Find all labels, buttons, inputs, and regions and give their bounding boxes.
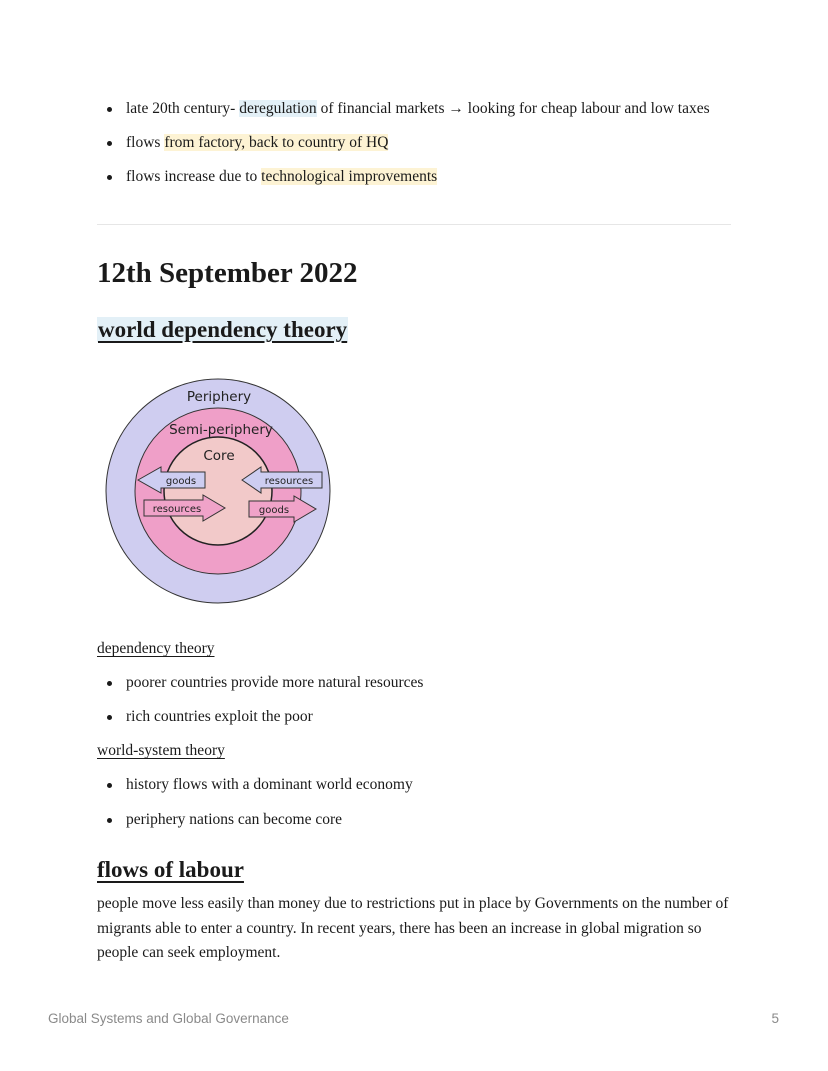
list-item: flows from factory, back to country of HQ [97, 131, 717, 155]
highlight-text: technological improvements [261, 168, 438, 185]
flows-of-labour-paragraph: people move less easily than money due to restrictions put in place by Governments on the number of migrants able to enter a country. In recent years, there has been an increase in global migration so people can seek employment. [97, 895, 729, 961]
list-item: history flows with a dominant world economy [97, 773, 717, 797]
periphery-label: Periphery [186, 389, 252, 405]
resources-label-left: resources [152, 504, 202, 515]
list-item: poorer countries provide more natural resources [97, 671, 717, 695]
footer-title: Global Systems and Global Governance [48, 1011, 289, 1026]
section-divider [97, 224, 731, 225]
page-number: 5 [771, 1011, 779, 1026]
top-bullet-list [97, 97, 717, 189]
world-systems-diagram [103, 377, 333, 607]
goods-label-right: goods [258, 505, 290, 516]
world-system-theory-label: world-system theory [97, 742, 225, 759]
highlight-deregulation: deregulation [239, 100, 317, 117]
resources-label-right: resources [264, 476, 314, 487]
dependency-theory-list [97, 671, 717, 729]
dependency-theory-label: dependency theory [97, 640, 215, 657]
semi-periphery-label: Semi-periphery [169, 422, 273, 438]
date-heading: 12th September 2022 [97, 257, 358, 289]
list-item: flows increase due to technological improvements [97, 165, 717, 189]
highlight-text: from factory, back to country of HQ [164, 134, 389, 151]
core-label: Core [203, 448, 235, 464]
list-item: periphery nations can become core [97, 808, 717, 832]
list-item: late 20th century- deregulation of financial markets → looking for cheap labour and low taxes [97, 97, 717, 121]
goods-label-left: goods [165, 476, 197, 487]
world-system-theory-list [97, 773, 717, 832]
list-item: rich countries exploit the poor [97, 705, 717, 729]
world-dependency-heading: world dependency theory [98, 317, 348, 342]
flows-of-labour-heading: flows of labour [97, 857, 244, 882]
